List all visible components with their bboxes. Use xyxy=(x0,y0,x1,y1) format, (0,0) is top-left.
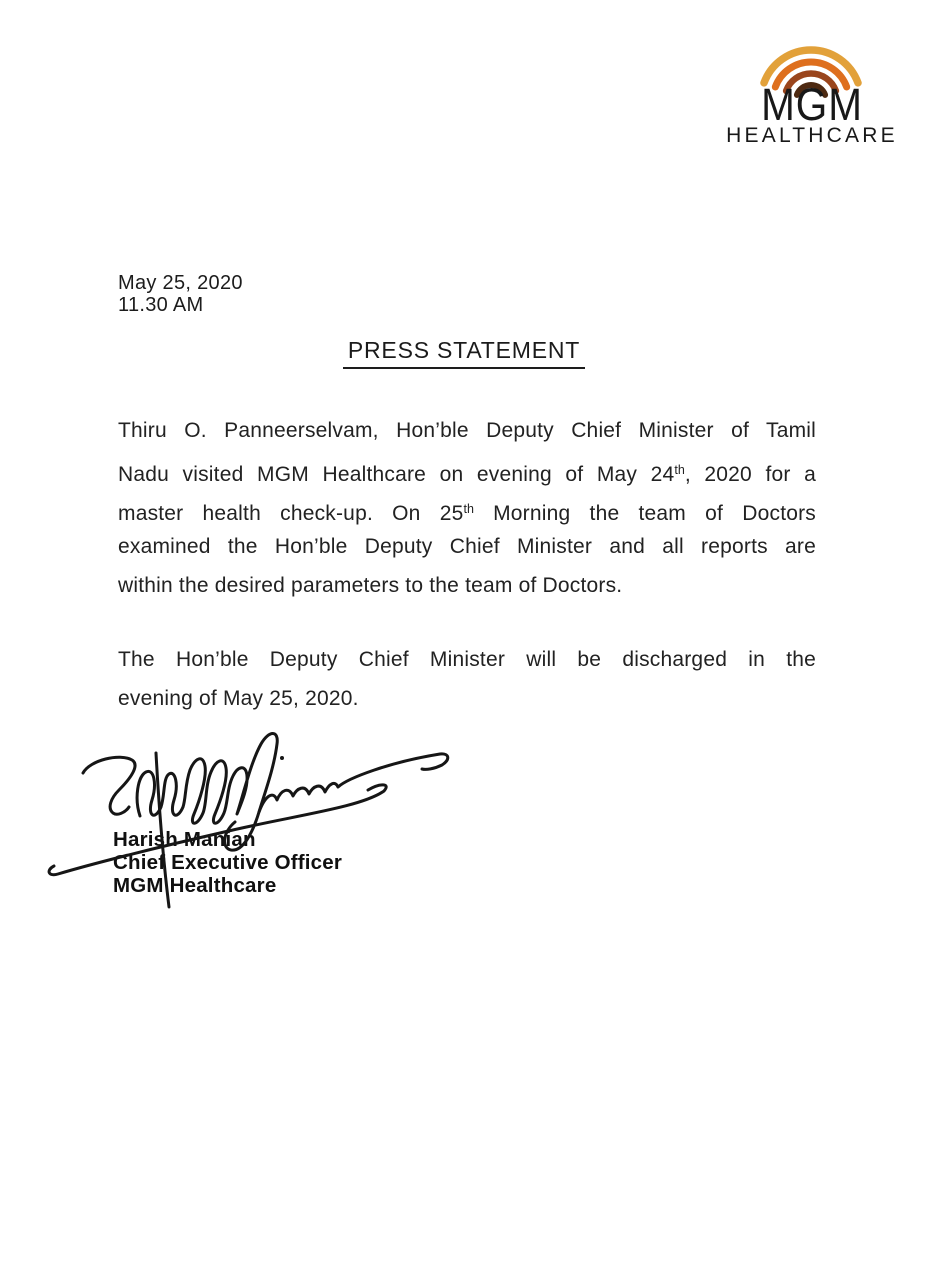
signatory-organization: MGM Healthcare xyxy=(113,873,277,897)
signatory-block xyxy=(113,829,342,897)
superscript: th xyxy=(463,501,474,516)
paragraph-1 xyxy=(118,412,816,606)
signature-flourish xyxy=(83,757,135,814)
body-line-2 xyxy=(118,451,816,490)
signature-arches-stroke xyxy=(259,754,448,812)
text-segment: , 2020 for a xyxy=(684,462,816,486)
superscript: th xyxy=(674,462,685,477)
body-line-6 xyxy=(118,641,816,680)
body-line-1 xyxy=(118,412,816,451)
text-segment: within the desired parameters to the team of Doctors. xyxy=(118,574,623,598)
signatory-name: Harish Manian xyxy=(113,828,256,851)
body-line-5 xyxy=(118,567,816,606)
text-segment: evening of May 25, 2020. xyxy=(118,686,359,710)
text-segment: Thiru O. Panneerselvam, Hon’ble Deputy Chief Minister of Tamil xyxy=(118,419,816,442)
signatory-role: Chief Executive Officer xyxy=(113,850,343,874)
statement-date: May 25, 2020 xyxy=(118,272,243,294)
statement-time: 11.30 AM xyxy=(118,294,204,316)
logo-subtitle-text: HEALTHCARE xyxy=(726,124,898,147)
text-segment: Nadu visited MGM Healthcare on evening of May 24 xyxy=(118,462,675,486)
page-title: PRESS STATEMENT xyxy=(343,337,585,369)
text-segment: examined the Hon’ble Deputy Chief Minister and all reports are xyxy=(118,535,816,559)
signature-dot xyxy=(280,756,284,760)
date-block xyxy=(118,272,243,316)
mgm-healthcare-logo xyxy=(726,30,898,160)
text-segment: The Hon’ble Deputy Chief Minister will be discharged in the xyxy=(118,648,816,671)
body-line-7 xyxy=(118,680,816,719)
body-line-4 xyxy=(118,528,816,567)
logo-brand-text: MGM xyxy=(761,79,863,130)
paragraph-2 xyxy=(118,641,816,719)
text-segment: Morning the team of Doctors xyxy=(473,501,816,525)
text-segment: master health check-up. On 25 xyxy=(118,501,464,525)
title-wrap xyxy=(0,337,952,369)
body-line-3 xyxy=(118,490,816,529)
